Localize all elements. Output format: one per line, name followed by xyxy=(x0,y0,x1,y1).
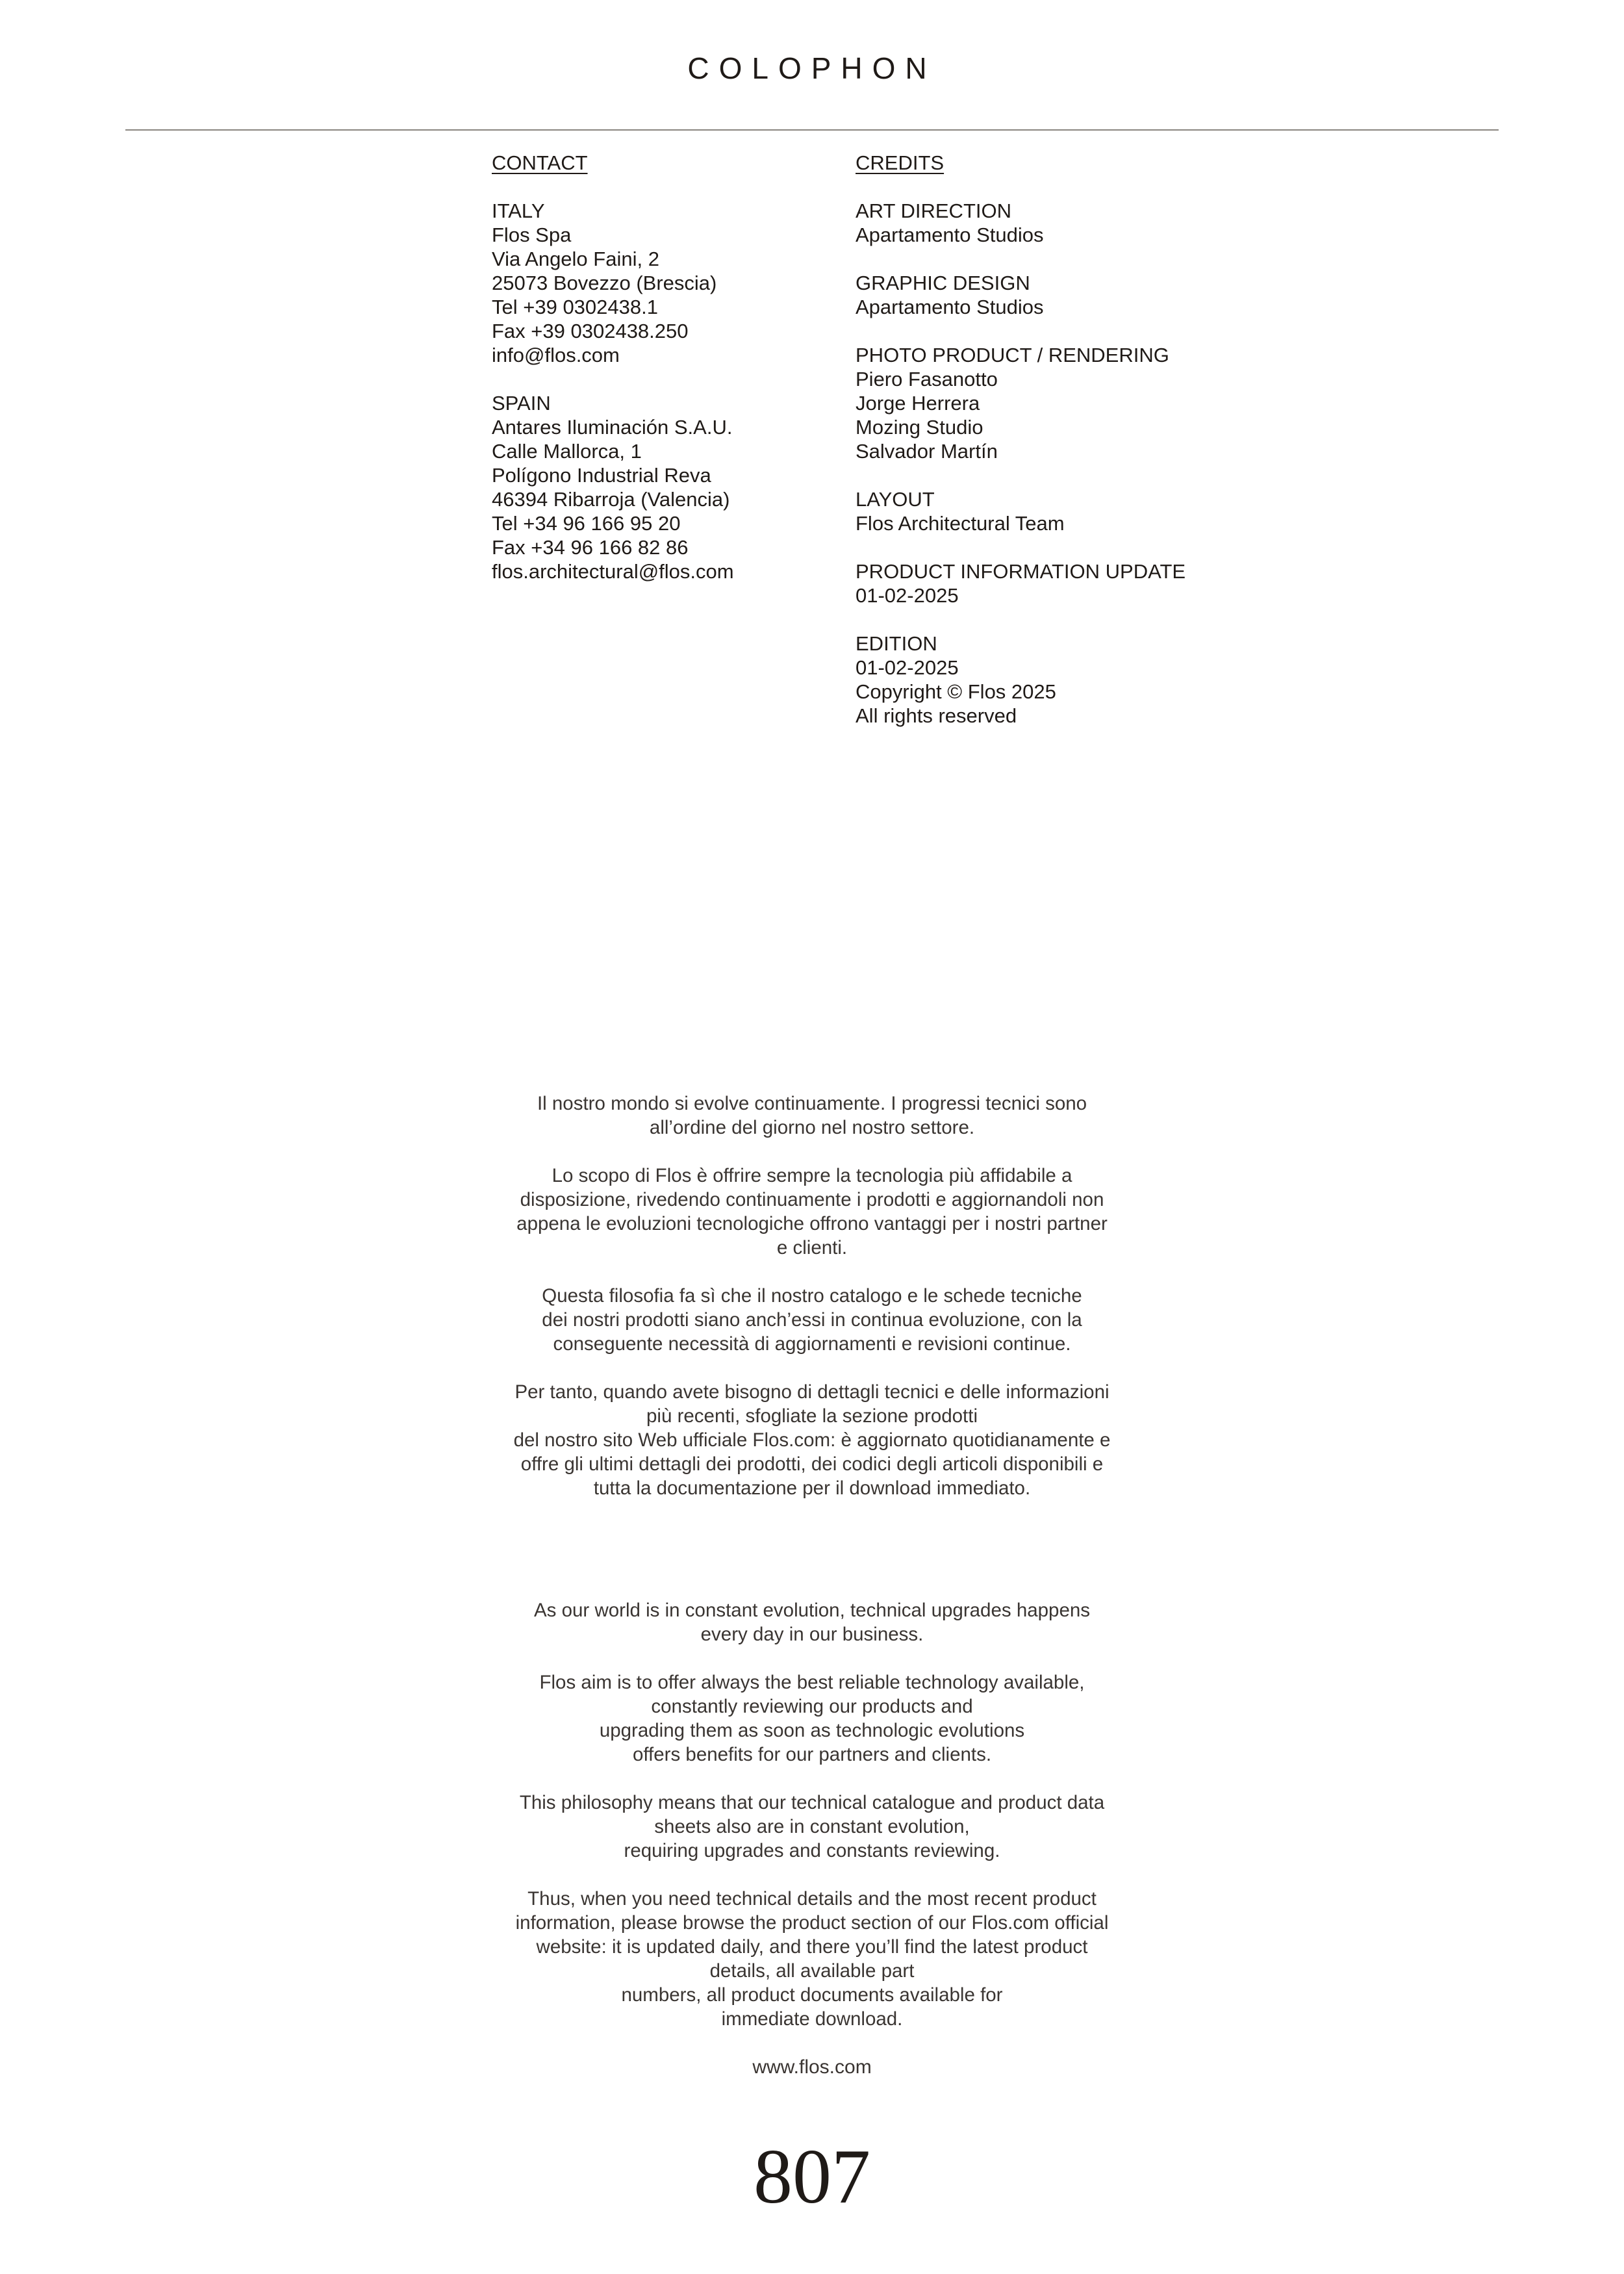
text-line: Lo scopo di Flos è offrire sempre la tecnologia più affidabile a xyxy=(552,1165,1072,1186)
page-title: COLOPHON xyxy=(687,51,937,85)
text-line: Flos aim is to offer always the best reliable technology available, xyxy=(539,1672,1085,1693)
contact-heading: CONTACT xyxy=(492,151,588,174)
credits-label: PHOTO PRODUCT / RENDERING xyxy=(856,344,1169,366)
header-divider xyxy=(125,129,1499,131)
english-paragraph xyxy=(455,1670,1169,1767)
text-line: sheets also are in constant evolution, xyxy=(654,1816,970,1837)
credits-label: LAYOUT xyxy=(856,488,935,511)
text-line: tutta la documentazione per il download immediato. xyxy=(593,1477,1031,1499)
text-line: details, all available part xyxy=(709,1960,915,1982)
credits-value: Apartamento Studios xyxy=(856,224,1044,246)
credits-value: All rights reserved xyxy=(856,704,1017,727)
text-line: offre gli ultimi dettagli dei prodotti, dei codici degli articoli disponibili e xyxy=(520,1453,1104,1475)
contact-line: Antares Iluminación S.A.U. xyxy=(492,416,733,439)
page-number: 807 xyxy=(754,2133,870,2219)
credits-label: GRAPHIC DESIGN xyxy=(856,272,1030,294)
credits-value: Salvador Martín xyxy=(856,440,998,463)
credits-edition xyxy=(856,632,1271,728)
italian-paragraph xyxy=(455,1284,1169,1356)
contact-line: Fax +39 0302438.250 xyxy=(492,320,689,342)
text-line: constantly reviewing our products and xyxy=(651,1696,973,1717)
text-line: This philosophy means that our technical catalogue and product data xyxy=(519,1792,1105,1813)
text-line: As our world is in constant evolution, technical upgrades happens xyxy=(533,1600,1091,1621)
contact-italy xyxy=(492,199,830,367)
credits-value: Apartamento Studios xyxy=(856,296,1044,318)
credits-label: EDITION xyxy=(856,632,937,655)
text-line: Per tanto, quando avete bisogno di dettagli tecnici e delle informazioni xyxy=(514,1381,1110,1403)
text-line: numbers, all product documents available for xyxy=(621,1984,1003,2006)
english-notice xyxy=(455,1598,1169,2055)
text-line: Il nostro mondo si evolve continuamente. I progressi tecnici sono xyxy=(537,1093,1087,1114)
text-line: disposizione, rivedendo continuamente i prodotti e aggiornandoli non xyxy=(520,1189,1104,1210)
contact-line: 25073 Bovezzo (Brescia) xyxy=(492,272,717,294)
credits-value: Flos Architectural Team xyxy=(856,512,1065,535)
text-line: conseguente necessità di aggiornamenti e revisioni continue. xyxy=(553,1333,1071,1355)
text-line: Thus, when you need technical details and the most recent product xyxy=(527,1888,1097,1910)
website-link[interactable]: www.flos.com xyxy=(752,2056,872,2078)
credits-art-direction xyxy=(856,199,1271,247)
italian-notice xyxy=(455,1092,1169,1524)
contact-italy-country: ITALY xyxy=(492,199,545,222)
contact-line: 46394 Ribarroja (Valencia) xyxy=(492,488,730,511)
credits-value: 01-02-2025 xyxy=(856,656,959,679)
text-line: appena le evoluzioni tecnologiche offrono vantaggi per i nostri partner xyxy=(516,1213,1108,1234)
text-line: offers benefits for our partners and clients. xyxy=(632,1744,992,1765)
text-line: dei nostri prodotti siano anch’essi in continua evoluzione, con la xyxy=(542,1309,1082,1331)
credits-heading: CREDITS xyxy=(856,151,945,174)
text-line: every day in our business. xyxy=(700,1624,924,1645)
english-paragraph xyxy=(455,1598,1169,1646)
credits-label: ART DIRECTION xyxy=(856,199,1011,222)
credits-graphic-design xyxy=(856,271,1271,319)
contact-email[interactable]: info@flos.com xyxy=(492,344,620,366)
credits-label: PRODUCT INFORMATION UPDATE xyxy=(856,560,1186,583)
credits-photo xyxy=(856,343,1271,463)
contact-line: Polígono Industrial Reva xyxy=(492,464,711,487)
contact-spain-country: SPAIN xyxy=(492,392,551,415)
contact-email[interactable]: flos.architectural@flos.com xyxy=(492,560,734,583)
italian-paragraph xyxy=(455,1380,1169,1500)
contact-column xyxy=(492,151,830,607)
text-line: requiring upgrades and constants reviewing. xyxy=(624,1840,1000,1861)
text-line: del nostro sito Web ufficiale Flos.com: è aggiornato quotidianamente e xyxy=(513,1429,1111,1451)
credits-value: Mozing Studio xyxy=(856,416,983,439)
credits-value: Copyright © Flos 2025 xyxy=(856,680,1056,703)
text-line: e clienti. xyxy=(776,1237,848,1258)
credits-column xyxy=(856,151,1271,752)
credits-layout xyxy=(856,487,1271,535)
english-paragraph xyxy=(455,1887,1169,2031)
text-line: più recenti, sfogliate la sezione prodotti xyxy=(646,1405,978,1427)
english-paragraph xyxy=(455,1791,1169,1863)
italian-paragraph xyxy=(455,1164,1169,1260)
text-line: Questa filosofia fa sì che il nostro catalogo e le schede tecniche xyxy=(542,1285,1082,1307)
contact-line: Flos Spa xyxy=(492,224,572,246)
credits-value: Piero Fasanotto xyxy=(856,368,998,390)
contact-spain xyxy=(492,391,830,583)
contact-line: Via Angelo Faini, 2 xyxy=(492,248,659,270)
contact-line: Tel +34 96 166 95 20 xyxy=(492,512,681,535)
text-line: information, please browse the product section of our Flos.com official xyxy=(515,1912,1109,1934)
text-line: website: it is updated daily, and there you’ll find the latest product xyxy=(536,1936,1088,1958)
credits-value: Jorge Herrera xyxy=(856,392,980,415)
text-line: immediate download. xyxy=(721,2008,903,2030)
credits-product-update xyxy=(856,559,1271,607)
contact-line: Calle Mallorca, 1 xyxy=(492,440,642,463)
text-line: all’ordine del giorno nel nostro settore. xyxy=(649,1117,975,1138)
contact-line: Tel +39 0302438.1 xyxy=(492,296,658,318)
italian-paragraph xyxy=(455,1092,1169,1140)
contact-line: Fax +34 96 166 82 86 xyxy=(492,536,689,559)
credits-value: 01-02-2025 xyxy=(856,584,959,607)
text-line: upgrading them as soon as technologic evolutions xyxy=(599,1720,1025,1741)
